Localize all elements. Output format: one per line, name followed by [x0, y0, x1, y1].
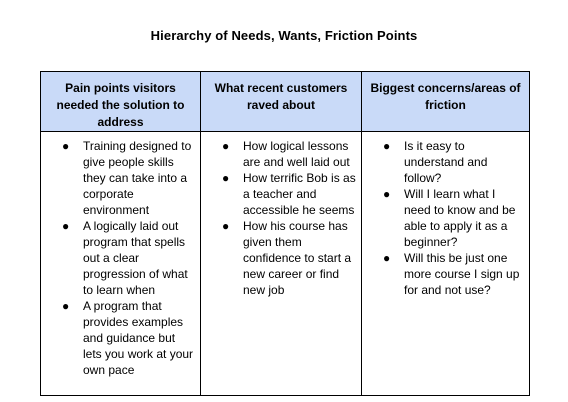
list-item-text: A logically laid out program that spells out a clear progression of what to learn when	[83, 219, 188, 297]
header-pain-points: Pain points visitors needed the solution to address	[41, 72, 201, 132]
bullet-icon: ●	[62, 139, 70, 153]
header-concerns-friction: Biggest concerns/areas of friction	[362, 72, 530, 132]
bullet-icon: ●	[222, 139, 230, 153]
list-item	[41, 138, 196, 218]
content-row	[41, 132, 530, 396]
list-item	[362, 138, 525, 186]
cell-pain-points	[41, 132, 201, 396]
bullet-icon: ●	[62, 299, 70, 313]
list-item-text: How logical lessons are and well laid out	[243, 139, 350, 169]
bullet-icon: ●	[222, 171, 230, 185]
bullet-icon: ●	[383, 251, 391, 265]
list-item-text: Will this be just one more course I sign up for and not use?	[404, 251, 520, 297]
pain-points-list	[41, 138, 196, 378]
list-item-text: How terrific Bob is as a teacher and accessible he seems	[243, 171, 356, 217]
list-item	[201, 138, 357, 170]
list-item	[362, 186, 525, 250]
list-item	[41, 298, 196, 378]
bullet-icon: ●	[222, 219, 230, 233]
header-row	[41, 72, 530, 132]
list-item	[201, 170, 357, 218]
header-customer-raves: What recent customers raved about	[201, 72, 362, 132]
needs-wants-friction-table	[40, 71, 530, 396]
cell-concerns-friction	[362, 132, 530, 396]
list-item-text: A program that provides examples and guidance but lets you work at your own pace	[83, 299, 194, 377]
list-item	[41, 218, 196, 298]
bullet-icon: ●	[383, 187, 391, 201]
customer-raves-list	[201, 138, 357, 298]
list-item	[201, 218, 357, 298]
list-item-text: Training designed to give people skills they can take into a corporate environment	[83, 139, 192, 217]
list-item-text: Will I learn what I need to know and be able to apply it as a beginner?	[404, 187, 516, 249]
page-title: Hierarchy of Needs, Wants, Friction Points	[150, 28, 418, 43]
list-item-text: How his course has given them confidence to start a new career or find new job	[243, 219, 352, 297]
bullet-icon: ●	[383, 139, 391, 153]
bullet-icon: ●	[62, 219, 70, 233]
list-item-text: Is it easy to understand and follow?	[404, 139, 488, 185]
list-item	[362, 250, 525, 298]
concerns-friction-list	[362, 138, 525, 298]
cell-customer-raves	[201, 132, 362, 396]
